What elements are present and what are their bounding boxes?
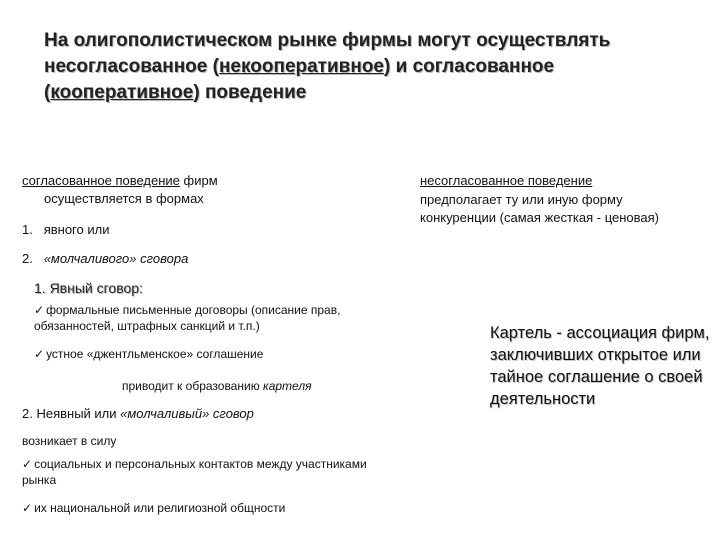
explicit-bullet-gentleman-text: устное «джентльменское» соглашение xyxy=(46,347,264,361)
tacit-cause: возникает в силу xyxy=(22,434,117,448)
title-term-cooperative: кооперативное xyxy=(50,82,194,103)
explicit-bullet-gentleman xyxy=(34,346,354,362)
coordinated-term: согласованное поведение xyxy=(22,173,180,188)
check-icon xyxy=(34,347,46,361)
coordinated-intro xyxy=(22,172,342,190)
title-part-1: На олигополистическом рынке фирмы могут осуществлять несогласованное ( xyxy=(44,30,611,77)
tacit-heading-part-b: «молчаливый» сговор xyxy=(120,406,254,421)
title-term-noncooperative: некооперативное xyxy=(218,56,384,77)
check-icon xyxy=(22,501,34,515)
title-part-3: ) поведение xyxy=(193,82,307,103)
check-icon xyxy=(22,457,34,471)
slide-title xyxy=(44,28,684,106)
form-item-2-text: «молчаливого» сговора xyxy=(43,251,189,266)
form-item-explicit xyxy=(22,221,352,239)
noncoordinated-term: несогласованное поведение xyxy=(420,173,593,188)
tacit-bullet-contacts xyxy=(22,456,372,488)
cartel-definition: Картель - ассоциация фирм, заключивших открытое или тайное соглашение о своей деятельности xyxy=(490,324,710,408)
form-item-tacit xyxy=(22,250,352,268)
noncoordinated-description: предполагает ту или иную форму конкуренции (самая жесткая - ценовая) xyxy=(420,192,660,225)
form-item-1-number: 1. xyxy=(22,222,33,237)
explicit-bullet-written-text: формальные письменные договоры (описание прав, обязанностей, штрафных санкций и т.п.) xyxy=(34,303,341,333)
form-item-1-text: явного или xyxy=(43,222,110,237)
title-part-2: ) и согласованное ( xyxy=(44,56,555,103)
tacit-bullet-community xyxy=(22,500,382,516)
check-icon xyxy=(34,303,46,317)
noncoordinated-heading xyxy=(420,172,695,190)
leads-to-cartel-term: картеля xyxy=(263,379,312,393)
coordinated-intro-rest: фирм xyxy=(179,173,218,188)
form-item-2-number: 2. xyxy=(22,251,33,266)
tacit-bullet-community-text: их национальной или религиозной общности xyxy=(34,501,286,515)
leads-to-cartel xyxy=(122,378,402,394)
coordinated-forms-line: осуществляется в формах xyxy=(44,191,204,206)
explicit-bullet-written xyxy=(34,302,384,334)
tacit-collusion-heading xyxy=(22,405,372,423)
explicit-collusion-heading: 1. Явный сговор: xyxy=(34,280,143,296)
tacit-bullet-contacts-text: социальных и персональных контактов между участниками рынка xyxy=(22,457,367,487)
leads-to-cartel-text: приводит к образованию xyxy=(122,379,264,393)
tacit-heading-part-a: 2. Неявный или xyxy=(22,406,121,421)
